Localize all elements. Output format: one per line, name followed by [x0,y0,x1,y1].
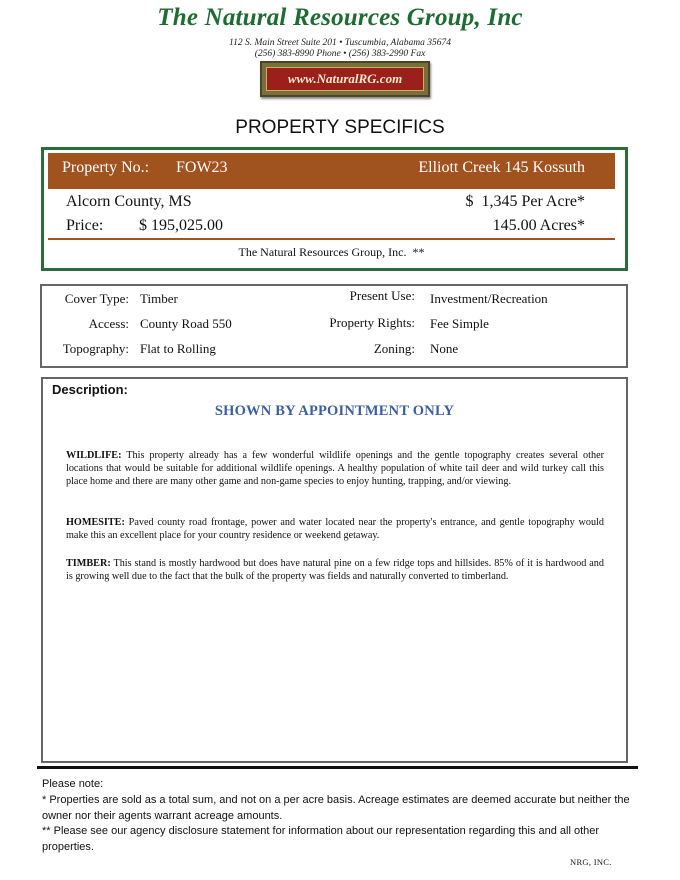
timber-text: This stand is mostly hardwood but does have natural pine on a few ridge tops and hillsides. 85% of it is hardwood and is growing well due to the fact that the bulk of the property was fields and naturally converted to timberland. [66,558,604,582]
company-phone-fax: (256) 383-8990 Phone • (256) 383-2990 Fax [254,49,426,59]
wildlife-label: WILDLIFE: [66,450,122,461]
website-link[interactable]: www.NaturalRG.com [266,67,424,91]
cover-type-label: Cover Type: [64,291,129,306]
homesite-label: HOMESITE: [66,517,125,528]
specs-divider [48,238,615,240]
notes-heading: Please note: [42,778,104,790]
cover-type-value: Timber [140,291,178,306]
timber-paragraph [66,557,604,583]
zoning-label: Zoning: [373,341,415,356]
total-price: $ 195,025.00 [139,217,223,234]
present-use-value: Investment/Recreation [430,291,548,306]
property-rights-label: Property Rights: [329,315,415,330]
homesite-paragraph [66,516,604,542]
acreage-disclaimer: * Properties are sold as a total sum, and not on a per acre basis. Acreage estimates are deemed accurate but neither the owner nor their agents warrant acreage amounts. [42,794,630,822]
wildlife-paragraph [66,449,604,488]
website-badge[interactable] [260,61,430,97]
topography-value: Flat to Rolling [140,341,216,356]
property-name: Elliott Creek 145 Kossuth [418,159,585,176]
acreage: 145.00 Acres* [492,217,585,234]
property-number-label: Property No.: [62,159,150,176]
description-heading: Description: [52,382,128,397]
wildlife-text: This property already has a few wonderful wildlife openings and the gentle topography creates several other locations that would be suitable for additional wildlife openings. A healthy population of white tail deer and wild turkey call this place home and there are many other game and non-game species to enjoy hunting, trapping, and/or viewing. [66,450,604,487]
access-label: Access: [88,316,129,331]
specs-footer: The Natural Resources Group, Inc. ** [238,245,425,259]
property-county: Alcorn County, MS [66,193,192,210]
property-header-bar [48,153,615,189]
bottom-divider [37,766,638,769]
page-title: PROPERTY SPECIFICS [235,117,445,138]
property-rights-value: Fee Simple [430,316,489,331]
price-per-acre: $ 1,345 Per Acre* [465,193,585,210]
appointment-notice: SHOWN BY APPOINTMENT ONLY [214,403,455,419]
agency-disclaimer: ** Please see our agency disclosure statement for information about our representation regarding this and all other properties. [42,825,600,853]
access-value: County Road 550 [140,316,232,331]
topography-label: Topography: [62,341,129,356]
homesite-text: Paved county road frontage, power and water located near the property's entrance, and gentle topography would make this an excellent place for your country residence or weekend getaway. [66,517,604,541]
company-name: The Natural Resources Group, Inc [157,4,523,31]
zoning-value: None [430,341,459,356]
property-number: FOW23 [176,159,228,176]
present-use-label: Present Use: [349,288,415,303]
company-address: 112 S. Main Street Suite 201 • Tuscumbia, Alabama 35674 [229,38,451,48]
nrg-footer: NRG, INC. [570,857,612,867]
price-label: Price: [66,217,104,234]
timber-label: TIMBER: [66,558,111,569]
